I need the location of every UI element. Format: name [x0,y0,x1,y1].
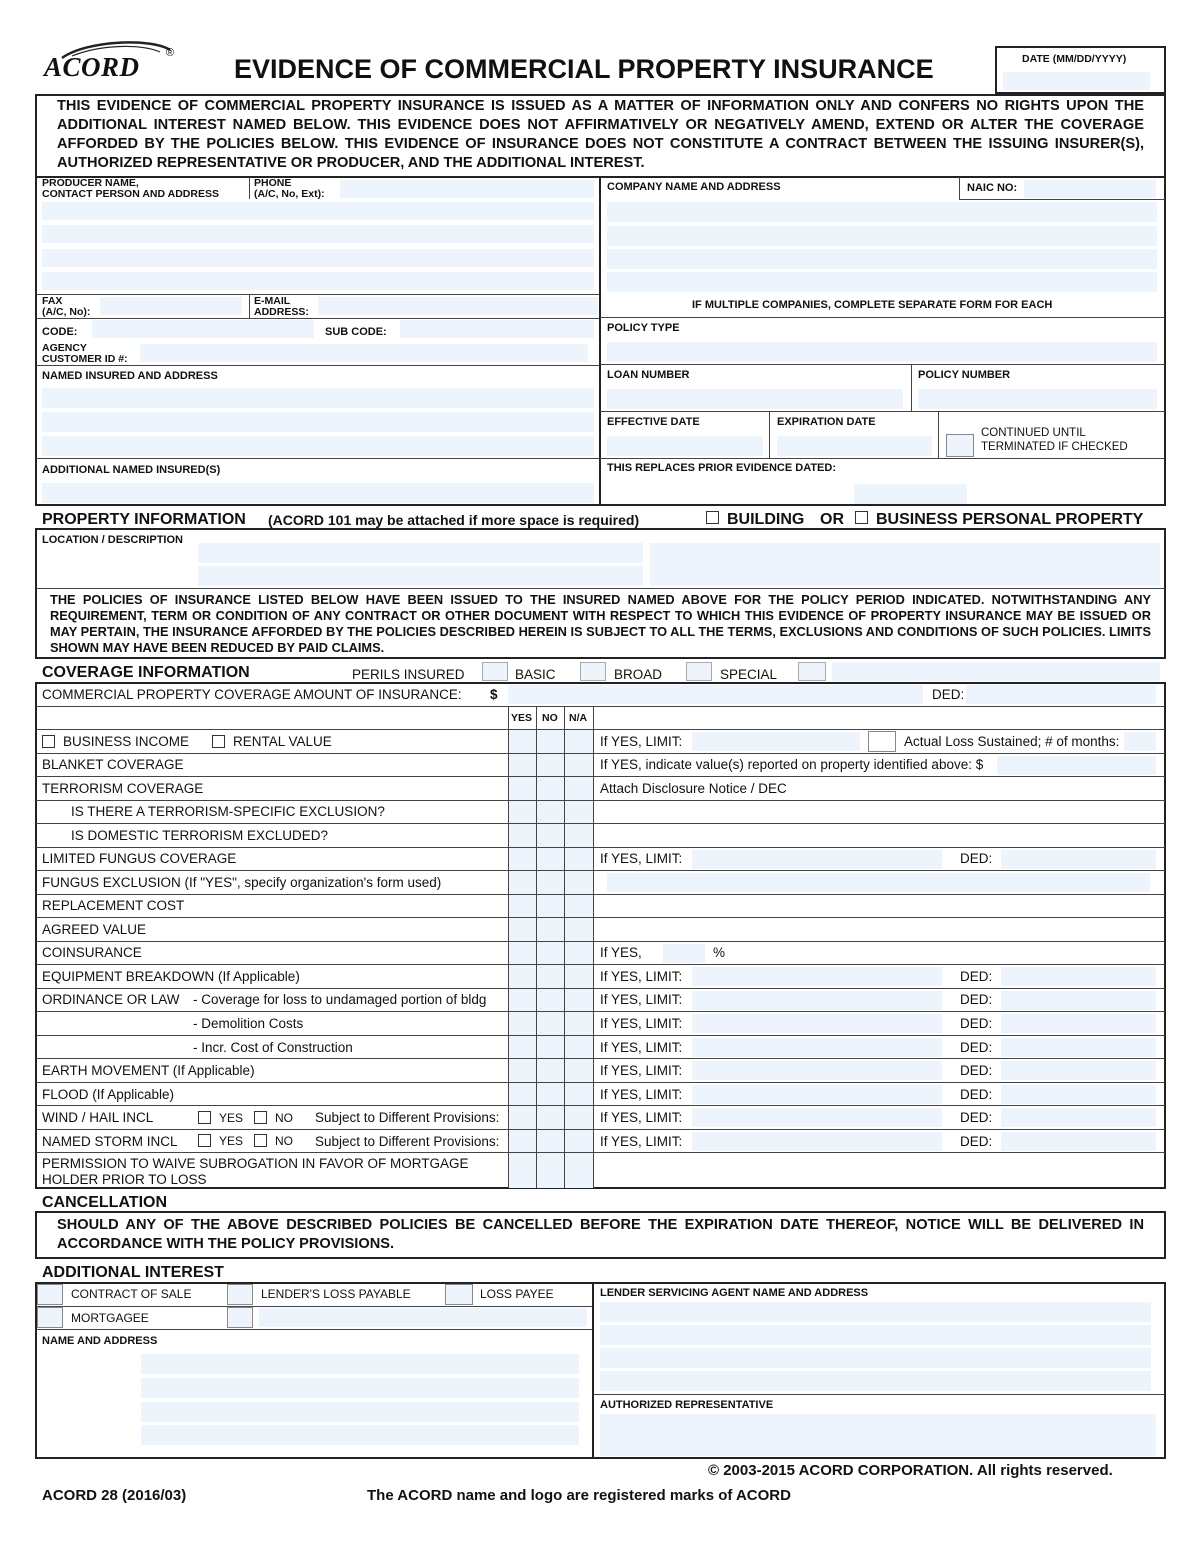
fungus-label: LIMITED FUNGUS COVERAGE [42,851,237,866]
mortgagee-checkbox[interactable] [37,1307,63,1328]
storm-ded-label: DED: [960,1134,993,1149]
producer-name-label: PRODUCER NAME, CONTACT PERSON AND ADDRESS [42,177,219,200]
effective-date-label: EFFECTIVE DATE [607,416,700,428]
divider [600,411,1165,412]
ordinance-b-limit-field[interactable] [692,1014,942,1033]
divider [508,707,509,1188]
earth-ded-label: DED: [960,1063,993,1078]
blanket-value-field[interactable] [997,756,1156,775]
flood-ded-label: DED: [960,1087,993,1102]
divider [36,1011,1165,1012]
earth-limit-label: If YES, LIMIT: [600,1063,683,1078]
lender-agent-line-4[interactable] [600,1371,1151,1391]
fax-field[interactable] [100,297,242,315]
additional-named-insured-label: ADDITIONAL NAMED INSURED(S) [42,464,221,476]
fungus-exclusion-field[interactable] [607,873,1150,892]
sub-code-field[interactable] [400,320,594,338]
ordinance-a-limit-field[interactable] [692,991,942,1010]
lender-agent-line-2[interactable] [600,1325,1151,1345]
divider [36,753,1165,754]
other-field[interactable] [259,1308,587,1327]
registered-mark: ® [166,47,175,59]
divider [36,1105,1165,1106]
loan-number-field[interactable] [607,389,903,409]
interest-address-line-4[interactable] [141,1425,579,1445]
earth-movement-label: EARTH MOVEMENT (If Applicable) [42,1063,255,1078]
property-note: (ACORD 101 may be attached if more space is required) [268,512,640,528]
location-label: LOCATION / DESCRIPTION [42,534,183,546]
flood-limit-label: If YES, LIMIT: [600,1087,683,1102]
wind-yes-label: YES [219,1111,244,1125]
divider [911,364,912,411]
code-field[interactable] [92,320,314,338]
percent-sign: % [713,945,726,960]
naic-label: NAIC NO: [967,182,1018,194]
policies-statement: THE POLICIES OF INSURANCE LISTED BELOW HAVE BEEN ISSUED TO THE INSURED NAMED ABOVE FOR THE POLICY PERIOD INDICATED. NOTWITHSTANDING ANY REQUIREMENT, TERM OR CONDITION OF ANY CONTRACT OR OTHER DOCUMENT WITH RESPECT TO WHICH THIS EVIDENCE OF PROPERTY INSURANCE MAY BE ISSUED OR MAY PERTAIN, THE INSURANCE AFFORDED BY THE POLICIES DESCRIBED HEREIN IS SUBJECT TO ALL THE TERMS, EXCLUSIONS AND CONDITIONS OF SUCH POLICIES. LIMITS SHOWN MAY HAVE BEEN REDUCED BY PAID CLAIMS. [50,592,1151,655]
or-label: OR [820,511,844,528]
continued-until-label: CONTINUED UNTIL TERMINATED IF CHECKED [981,427,1128,453]
loss-payee-label: LOSS PAYEE [480,1287,554,1301]
named-insured-line-1[interactable] [42,388,594,408]
loss-payee-checkbox[interactable] [445,1284,473,1305]
company-address-line-2[interactable] [607,226,1157,246]
ordinance-a-label: - Coverage for loss to undamaged portion of bldg [193,992,487,1007]
flood-ded-field[interactable] [1001,1085,1156,1104]
bi-limit-field[interactable] [692,732,860,751]
lenders-loss-checkbox[interactable] [227,1284,253,1305]
cancellation-heading: CANCELLATION [42,1194,168,1211]
date-label: DATE (MM/DD/YYYY) [1022,53,1127,65]
divider [600,364,1165,365]
equipment-breakdown-label: EQUIPMENT BREAKDOWN (If Applicable) [42,969,300,984]
ordinance-b-label: - Demolition Costs [193,1016,304,1031]
divider [564,707,565,1188]
replaces-prior-label: THIS REPLACES PRIOR EVIDENCE DATED: [607,462,836,474]
storm-limit-label: If YES, LIMIT: [600,1134,683,1149]
continued-until-checkbox[interactable] [946,434,974,457]
storm-ded-field[interactable] [1001,1132,1156,1151]
divider [249,294,250,318]
agency-customer-id-field[interactable] [140,344,588,362]
ordinance-a-limit-label: If YES, LIMIT: [600,992,683,1007]
phone-label: PHONE (A/C, No, Ext): [254,177,325,200]
copyright: © 2003-2015 ACORD CORPORATION. All rights reserved. [708,1462,1113,1479]
fungus-ded-label: DED: [960,851,993,866]
company-name-label: COMPANY NAME AND ADDRESS [607,181,781,193]
code-label: CODE: [42,326,78,338]
wind-ded-label: DED: [960,1110,993,1125]
divider [36,294,599,295]
divider [36,800,1165,801]
divider [769,411,770,458]
ordinance-a-ded-label: DED: [960,992,993,1007]
perils-label: PERILS INSURED [352,667,465,682]
logo-text: ACORD [44,52,140,82]
wind-limit-field[interactable] [692,1108,942,1127]
divider [36,729,1165,730]
acord-logo [42,36,182,84]
location-field-1[interactable] [198,543,643,563]
date-field[interactable] [1003,72,1150,90]
lender-agent-label: LENDER SERVICING AGENT NAME AND ADDRESS [600,1287,869,1299]
phone-field[interactable] [340,180,594,198]
divider [36,1129,1165,1130]
divider [36,941,1165,942]
replacement-cost-label: REPLACEMENT COST [42,898,185,913]
name-address-label: NAME AND ADDRESS [42,1335,158,1347]
ordinance-b-ded-field[interactable] [1001,1014,1156,1033]
fungus-limit-field[interactable] [692,850,942,869]
contract-of-sale-checkbox[interactable] [37,1284,63,1305]
wind-yes-checkbox[interactable] [198,1111,211,1124]
actual-loss-checkbox[interactable] [868,731,896,752]
ordinance-b-ded-label: DED: [960,1016,993,1031]
divider [599,177,601,505]
policy-type-field[interactable] [607,342,1157,362]
yes-header: YES [511,712,533,724]
broad-label: BROAD [614,667,663,682]
divider [36,1152,1165,1153]
naic-field[interactable] [1024,180,1156,198]
flood-label: FLOOD (If Applicable) [42,1087,175,1102]
form-title: EVIDENCE OF COMMERCIAL PROPERTY INSURANCE [234,54,934,84]
blanket-right-label: If YES, indicate value(s) reported on property identified above: $ [600,757,984,772]
rental-value-checkbox[interactable] [212,735,225,748]
divider [959,177,960,199]
fungus-limit-label: If YES, LIMIT: [600,851,683,866]
fungus-ded-field[interactable] [1001,850,1156,869]
amount-field[interactable] [508,685,923,704]
ordinance-c-ded-field[interactable] [1001,1038,1156,1057]
bpp-checkbox[interactable] [855,511,868,524]
divider [36,458,599,459]
ordinance-c-limit-label: If YES, LIMIT: [600,1040,683,1055]
ordinance-a-ded-field[interactable] [1001,991,1156,1010]
named-insured-line-3[interactable] [42,436,594,456]
expiration-date-field[interactable] [777,436,932,456]
fax-label: FAX (A/C, No): [42,295,91,318]
yes-column[interactable] [509,730,536,1188]
ordinance-label: ORDINANCE OR LAW [42,992,180,1007]
flood-limit-field[interactable] [692,1085,942,1104]
perils-broad-check[interactable] [580,662,606,681]
bpp-label: BUSINESS PERSONAL PROPERTY [876,511,1144,528]
contract-of-sale-label: CONTRACT OF SALE [71,1287,192,1301]
divider [593,707,594,1188]
authorized-rep-field[interactable] [600,1414,1156,1456]
ordinance-c-limit-field[interactable] [692,1038,942,1057]
basic-label: BASIC [515,667,556,682]
wind-ded-field[interactable] [1001,1108,1156,1127]
company-address-line-1[interactable] [607,202,1157,222]
na-column[interactable] [565,730,593,1188]
equipment-ded-label: DED: [960,969,993,984]
form-number: ACORD 28 (2016/03) [42,1487,187,1504]
perils-special-specify[interactable] [798,662,826,681]
divider [36,1329,592,1330]
company-address-line-4[interactable] [607,272,1157,292]
equipment-limit-label: If YES, LIMIT: [600,969,683,984]
ordinance-c-ded-label: DED: [960,1040,993,1055]
divider [592,1283,594,1458]
months-field[interactable] [1124,732,1156,751]
storm-subject-label: Subject to Different Provisions: [315,1134,500,1149]
dollar-sign: $ [490,687,498,702]
building-label: BUILDING [727,511,805,528]
wind-subject-label: Subject to Different Provisions: [315,1110,500,1125]
divider [36,776,1165,777]
na-header: N/A [569,712,588,724]
mortgagee-label: MORTGAGEE [71,1311,149,1325]
policy-number-field[interactable] [918,389,1157,409]
earth-ded-field[interactable] [1001,1061,1156,1080]
disclaimer-text: THIS EVIDENCE OF COMMERCIAL PROPERTY INSURANCE IS ISSUED AS A MATTER OF INFORMATION ONLY AND CONFERS NO RIGHTS UPON THE ADDITIONAL INTEREST NAMED BELOW. THIS EVIDENCE DOES NOT AFFIRMATIVELY OR NEGATIVELY AMEND, EXTEND OR ALTER THE COVERAGE AFFORDED BY THE POLICIES BELOW. THIS EVIDENCE OF INSURANCE DOES NOT CONSTITUTE A CONTRACT BETWEEN THE ISSUING INSURER(S), AUTHORIZED REPRESENTATIVE OR PRODUCER, AND THE ADDITIONAL INTEREST. [57,98,1144,171]
wind-no-label: NO [275,1111,293,1125]
other-checkbox[interactable] [227,1307,253,1328]
divider [36,318,599,319]
named-insured-line-2[interactable] [42,412,594,432]
no-header: NO [542,712,558,724]
blanket-label: BLANKET COVERAGE [42,757,184,772]
interest-address-line-1[interactable] [141,1354,579,1374]
no-column[interactable] [537,730,564,1188]
storm-no-checkbox[interactable] [254,1134,267,1147]
loan-number-label: LOAN NUMBER [607,369,690,381]
divider [36,1058,1165,1059]
rental-value-label: RENTAL VALUE [233,734,332,749]
divider [36,588,1165,589]
agency-customer-id-label: AGENCY CUSTOMER ID #: [42,342,128,365]
producer-address-line-3[interactable] [42,249,594,267]
divider [600,317,1165,318]
interest-address-line-3[interactable] [141,1402,579,1422]
coinsurance-if-yes-label: If YES, [600,945,642,960]
policy-number-label: POLICY NUMBER [918,369,1011,381]
coverage-heading: COVERAGE INFORMATION [42,664,250,681]
divider [36,365,599,366]
divider [36,847,1165,848]
divider [36,706,1165,707]
interest-address-line-2[interactable] [141,1378,579,1398]
named-insured-label: NAMED INSURED AND ADDRESS [42,370,218,382]
business-income-label: BUSINESS INCOME [63,734,190,749]
divider [600,458,1165,459]
bi-limit-label: If YES, LIMIT: [600,734,683,749]
perils-special-check[interactable] [686,662,712,681]
storm-yes-label: YES [219,1134,244,1148]
divider [36,1082,1165,1083]
terrorism-right-label: Attach Disclosure Notice / DEC [600,781,787,796]
divider [36,1306,592,1307]
authorized-rep-label: AUTHORIZED REPRESENTATIVE [600,1399,774,1411]
domestic-terrorism-label: IS DOMESTIC TERRORISM EXCLUDED? [71,828,329,843]
divider [36,988,1165,989]
email-field[interactable] [318,297,598,315]
location-field-3[interactable] [650,543,1160,586]
property-heading: PROPERTY INFORMATION [42,511,246,528]
earth-limit-field[interactable] [692,1061,942,1080]
divider [36,870,1165,871]
policy-type-label: POLICY TYPE [607,322,680,334]
amount-label: COMMERCIAL PROPERTY COVERAGE AMOUNT OF INSURANCE: [42,687,462,702]
equipment-limit-field[interactable] [692,967,942,986]
special-label: SPECIAL [720,667,778,682]
wind-hail-label: WIND / HAIL INCL [42,1110,154,1125]
wind-limit-label: If YES, LIMIT: [600,1110,683,1125]
storm-yes-checkbox[interactable] [198,1134,211,1147]
business-income-checkbox[interactable] [42,735,55,748]
divider [959,199,1165,200]
perils-basic-check[interactable] [482,662,508,681]
lender-agent-line-3[interactable] [600,1348,1151,1368]
multiple-companies-note: IF MULTIPLE COMPANIES, COMPLETE SEPARATE FORM FOR EACH [692,299,1053,311]
fungus-exclusion-label: FUNGUS EXCLUSION (If "YES", specify organization's form used) [42,875,442,890]
lender-agent-line-1[interactable] [600,1302,1151,1322]
divider [249,177,250,199]
producer-address-line-1[interactable] [42,202,594,220]
equipment-ded-field[interactable] [1001,967,1156,986]
amount-ded-field[interactable] [966,685,1156,704]
divider [938,411,939,458]
company-address-line-3[interactable] [607,249,1157,269]
registered-marks: The ACORD name and logo are registered marks of ACORD [367,1487,791,1504]
divider [36,823,1165,824]
perils-special-field[interactable] [832,662,1160,681]
additional-named-insured-field[interactable] [42,483,594,503]
terrorism-label: TERRORISM COVERAGE [42,781,204,796]
coinsurance-label: COINSURANCE [42,945,142,960]
producer-address-line-4[interactable] [42,272,594,290]
amount-ded-label: DED: [932,687,965,702]
effective-date-field[interactable] [607,436,763,456]
cancellation-text: SHOULD ANY OF THE ABOVE DESCRIBED POLICIES BE CANCELLED BEFORE THE EXPIRATION DATE THEREOF, NOTICE WILL BE DELIVERED IN ACCORDANCE WITH THE POLICY PROVISIONS. [57,1217,1144,1252]
divider [536,707,537,1188]
divider [593,1394,1165,1395]
additional-interest-heading: ADDITIONAL INTEREST [42,1264,224,1281]
agreed-value-label: AGREED VALUE [42,922,147,937]
storm-no-label: NO [275,1134,293,1148]
ordinance-b-limit-label: If YES, LIMIT: [600,1016,683,1031]
waive-subrogation-label: PERMISSION TO WAIVE SUBROGATION IN FAVOR OF MORTGAGE HOLDER PRIOR TO LOSS [42,1156,469,1187]
lenders-loss-label: LENDER'S LOSS PAYABLE [261,1287,411,1301]
storm-limit-field[interactable] [692,1132,942,1151]
sub-code-label: SUB CODE: [325,326,387,338]
divider [36,964,1165,965]
building-checkbox[interactable] [706,511,719,524]
replaces-prior-date-field[interactable] [854,484,967,504]
divider [36,1035,1165,1036]
ordinance-c-label: - Incr. Cost of Construction [193,1040,353,1055]
email-label: E-MAIL ADDRESS: [254,295,309,318]
wind-no-checkbox[interactable] [254,1111,267,1124]
location-field-2[interactable] [198,566,643,586]
producer-address-line-2[interactable] [42,225,594,243]
terrorism-exclusion-label: IS THERE A TERRORISM-SPECIFIC EXCLUSION? [71,804,385,819]
coinsurance-pct-field[interactable] [663,944,705,963]
divider [36,917,1165,918]
actual-loss-label: Actual Loss Sustained; # of months: [904,734,1120,749]
divider [36,894,1165,895]
named-storm-label: NAMED STORM INCL [42,1134,178,1149]
expiration-date-label: EXPIRATION DATE [777,416,876,428]
